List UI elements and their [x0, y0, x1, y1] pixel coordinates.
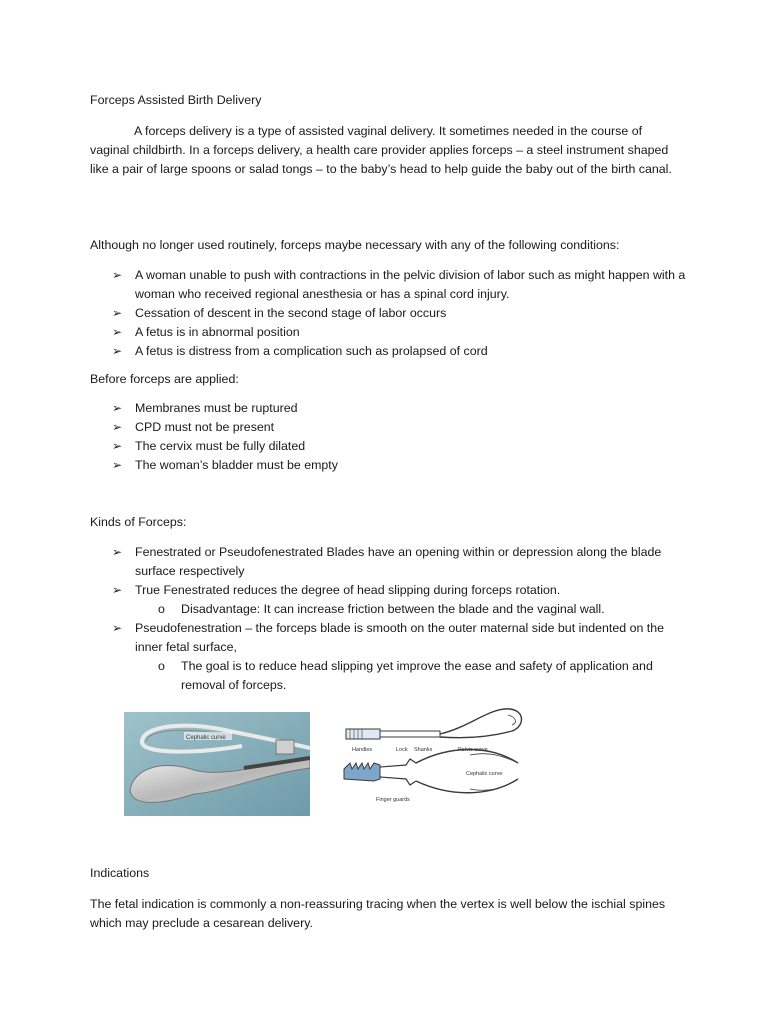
lock-label: Lock — [396, 747, 408, 753]
arrow-bullet-icon: ➢ — [112, 583, 123, 597]
forceps-photo — [124, 712, 310, 816]
arrow-bullet-icon: ➢ — [112, 268, 123, 282]
list-item: ➢ True Fenestrated reduces the degree of head slipping during forceps rotation. o Disadvantage: It can increase friction between the blade and the vaginal wall. — [90, 581, 690, 619]
circle-bullet-icon: o — [158, 602, 165, 616]
before-heading: Before forceps are applied: — [90, 372, 239, 386]
arrow-bullet-icon: ➢ — [112, 458, 123, 472]
list-item: ➢ The woman’s bladder must be empty — [90, 456, 690, 475]
sub-list-item: o The goal is to reduce head slipping yet improve the ease and safety of application and removal of forceps. — [158, 659, 653, 692]
kinds-list — [90, 543, 690, 695]
list-item: ➢ A fetus is in abnormal position — [90, 323, 690, 342]
list-item: ➢ Cessation of descent in the second stage of labor occurs — [90, 304, 690, 323]
forceps-diagram-image — [340, 705, 530, 805]
arrow-bullet-icon: ➢ — [112, 306, 123, 320]
list-item: ➢ The cervix must be fully dilated — [90, 437, 690, 456]
list-item: ➢ Membranes must be ruptured — [90, 399, 690, 418]
list-item: ➢ CPD must not be present — [90, 418, 690, 437]
document-title: Forceps Assisted Birth Delivery — [90, 93, 262, 107]
arrow-bullet-icon: ➢ — [112, 545, 123, 559]
intro-paragraph: A forceps delivery is a type of assisted vaginal delivery. It sometimes needed in the course of vaginal childbirth. In a forceps delivery, a health care provider applies forceps – a steel instrument shaped like a pair of large spoons or salad tongs – to the baby’s head to help guide the baby out of the birth canal. — [90, 124, 672, 176]
sub-list — [135, 657, 690, 695]
sub-list — [135, 600, 690, 619]
before-list — [90, 399, 690, 475]
arrow-bullet-icon: ➢ — [112, 420, 123, 434]
arrow-bullet-icon: ➢ — [112, 325, 123, 339]
arrow-bullet-icon: ➢ — [112, 621, 123, 635]
list-item: ➢ Pseudofenestration – the forceps blade is smooth on the outer maternal side but indented on the inner fetal surface, o The goal is to reduce head slipping yet improve the ease and safety of application and removal of forceps. — [90, 619, 690, 695]
indications-heading: Indications — [90, 866, 150, 880]
circle-bullet-icon: o — [158, 659, 165, 673]
finger-guards-label: Finger guards — [376, 797, 410, 803]
list-item: ➢ Fenestrated or Pseudofenestrated Blades have an opening within or depression along the blade surface respectively — [112, 545, 662, 578]
photo-cephalic-label: Cephalic curve — [186, 735, 226, 741]
arrow-bullet-icon: ➢ — [112, 401, 123, 415]
arrow-bullet-icon: ➢ — [112, 344, 123, 358]
conditions-list — [90, 266, 690, 361]
list-item: ➢ A woman unable to push with contractions in the pelvic division of labor such as might happen with a woman who received regional anesthesia or has a spinal cord injury. — [112, 268, 686, 301]
conditions-intro: Although no longer used routinely, forceps maybe necessary with any of the following conditions: — [90, 238, 620, 252]
cephalic-curve-label: Cephalic curve — [466, 771, 503, 777]
arrow-bullet-icon: ➢ — [112, 439, 123, 453]
shanks-label: Shanks — [414, 747, 433, 753]
indications-paragraph: The fetal indication is commonly a non-reassuring tracing when the vertex is well below the ischial spines which may preclude a cesarean delivery. — [90, 897, 666, 930]
sub-list-item: o Disadvantage: It can increase friction between the blade and the vaginal wall. — [135, 600, 690, 619]
list-item: ➢ A fetus is distress from a complication such as prolapsed of cord — [90, 342, 690, 361]
forceps-diagram — [340, 705, 530, 805]
pelvic-curve-label: Pelvic curve — [458, 747, 488, 753]
forceps-photo-image — [124, 712, 310, 816]
handles-label: Handles — [352, 747, 373, 753]
kinds-heading: Kinds of Forceps: — [90, 515, 187, 529]
